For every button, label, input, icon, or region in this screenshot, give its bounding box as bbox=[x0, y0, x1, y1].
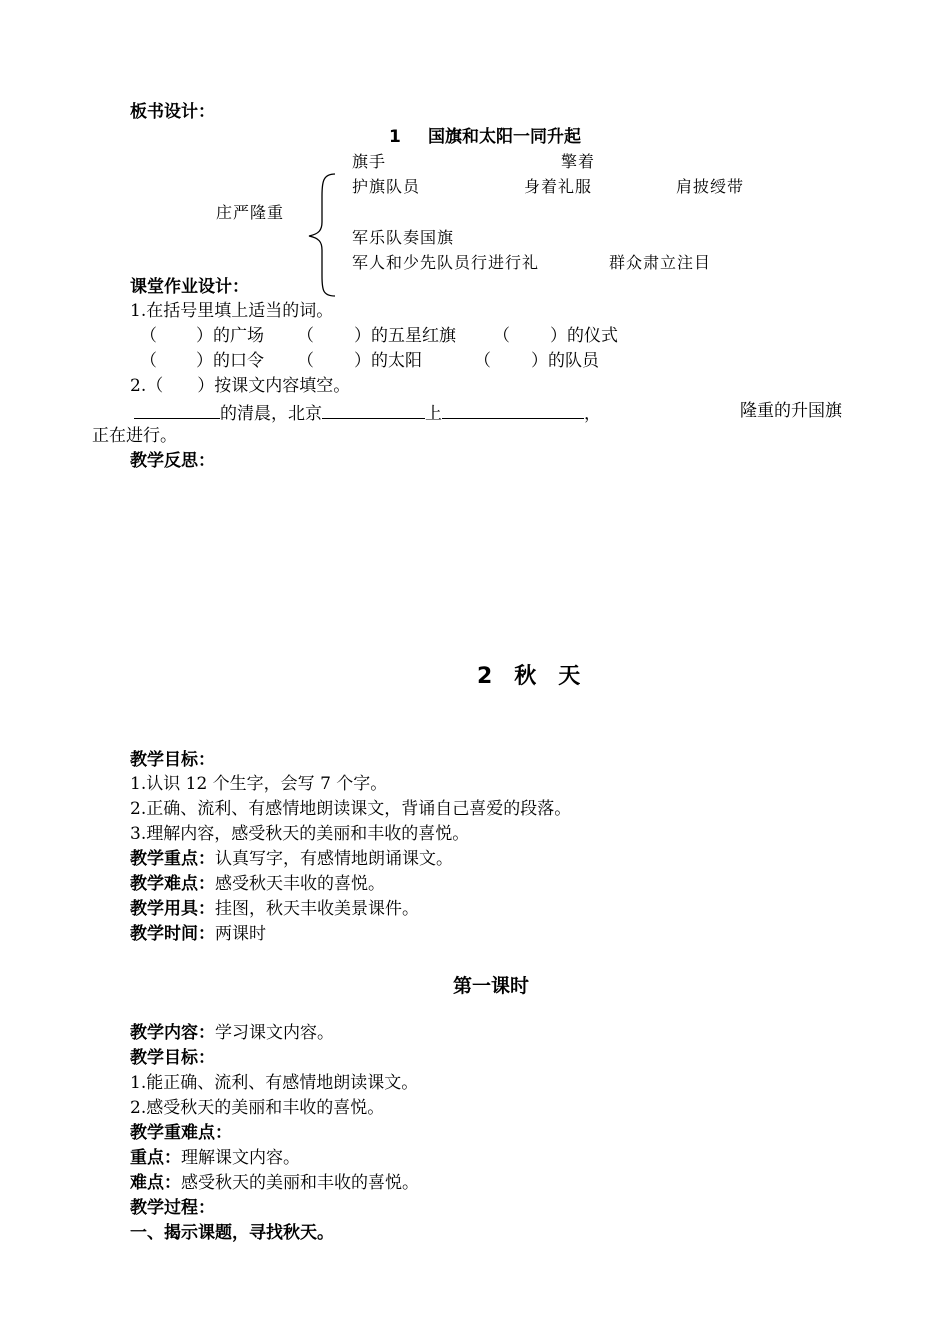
board-item: 护旗队员 bbox=[352, 177, 421, 196]
blank-line bbox=[322, 400, 425, 419]
hard-text: 感受秋天的美丽和丰收的喜悦。 bbox=[181, 1173, 419, 1193]
board-item: 身着礼服 bbox=[524, 177, 593, 196]
fill-text: 隆重的升国旗 bbox=[740, 401, 842, 421]
fill-item: ）的太阳 bbox=[354, 351, 422, 371]
fill-item: ）的仪式 bbox=[550, 326, 618, 346]
lesson-title: 国旗和太阳一同升起 bbox=[428, 127, 581, 147]
fill-continuation: 正在进行。 bbox=[92, 426, 177, 446]
period-goal-item: 2.感受秋天的美丽和丰收的喜悦。 bbox=[130, 1098, 385, 1118]
homework-heading: 课堂作业设计： bbox=[130, 277, 249, 297]
key-text: 理解课文内容。 bbox=[181, 1148, 300, 1168]
tools-text: 挂图，秋天丰收美景课件。 bbox=[215, 899, 419, 919]
time-label: 教学时间： bbox=[130, 924, 215, 944]
homework-q1: 1.在括号里填上适当的词。 bbox=[130, 301, 334, 321]
lesson2-title: 2 秋 天 bbox=[477, 664, 581, 689]
board-item: 军乐队奏国旗 bbox=[352, 228, 455, 247]
time-text: 两课时 bbox=[215, 924, 266, 944]
focus-label: 教学重点： bbox=[130, 849, 215, 869]
focus-line bbox=[130, 848, 453, 870]
content-label: 教学内容： bbox=[130, 1023, 215, 1043]
fill-item: ）的广场 bbox=[196, 326, 264, 346]
lesson-number: 1 bbox=[389, 127, 401, 147]
process-heading: 教学过程： bbox=[130, 1198, 215, 1218]
difficulty-label: 教学难点： bbox=[130, 874, 215, 894]
goal-item: 2.正确、流利、有感情地朗读课文，背诵自己喜爱的段落。 bbox=[130, 799, 572, 819]
period-goal-item: 1.能正确、流利、有感情地朗读课文。 bbox=[130, 1073, 419, 1093]
goal-item: 1.认识 12 个生字，会写 7 个字。 bbox=[130, 774, 388, 794]
difficulty-line bbox=[130, 873, 385, 895]
key-heading: 教学重难点： bbox=[130, 1123, 232, 1143]
board-item: 军人和少先队员行进行礼 bbox=[352, 253, 540, 272]
fill-item: ）的五星红旗 bbox=[354, 326, 456, 346]
board-item: 肩披绶带 bbox=[676, 177, 745, 196]
goals-heading: 教学目标： bbox=[130, 750, 215, 770]
tools-line bbox=[130, 898, 419, 920]
fill-item: ）的口令 bbox=[196, 351, 264, 371]
board-brace bbox=[303, 172, 339, 298]
fill-text: 上 bbox=[425, 404, 442, 424]
paren-open: （ bbox=[140, 351, 157, 371]
paren-open: （ bbox=[297, 351, 314, 371]
process-step: 一、揭示课题，寻找秋天。 bbox=[130, 1223, 334, 1243]
time-line bbox=[130, 923, 266, 945]
goal-item: 3.理解内容，感受秋天的美丽和丰收的喜悦。 bbox=[130, 824, 470, 844]
fill-text: 的清晨，北京 bbox=[220, 404, 322, 424]
fill-item: ）的队员 bbox=[531, 351, 599, 371]
fill-line bbox=[134, 400, 601, 425]
board-item: 擎着 bbox=[561, 152, 596, 171]
board-heading: 板书设计： bbox=[130, 102, 215, 122]
tools-label: 教学用具： bbox=[130, 899, 215, 919]
key-line bbox=[130, 1147, 300, 1169]
content-text: 学习课文内容。 bbox=[215, 1023, 334, 1043]
board-item: 旗手 bbox=[352, 152, 387, 171]
content-line bbox=[130, 1022, 334, 1044]
board-center-label: 庄严隆重 bbox=[216, 203, 285, 222]
board-item: 群众肃立注目 bbox=[609, 253, 712, 272]
period-goals-heading: 教学目标： bbox=[130, 1048, 215, 1068]
difficulty-text: 感受秋天丰收的喜悦。 bbox=[215, 874, 385, 894]
reflection-heading: 教学反思： bbox=[130, 451, 215, 471]
paren-open: （ bbox=[474, 351, 491, 371]
homework-q2: 2.（ ）按课文内容填空。 bbox=[130, 376, 351, 396]
fill-text: ， bbox=[584, 404, 601, 424]
blank-line bbox=[134, 400, 220, 419]
blank-line bbox=[442, 400, 584, 419]
paren-open: （ bbox=[493, 326, 510, 346]
period-title: 第一课时 bbox=[453, 975, 530, 997]
paren-open: （ bbox=[297, 326, 314, 346]
paren-open: （ bbox=[140, 326, 157, 346]
key-label: 重点： bbox=[130, 1148, 181, 1168]
hard-line bbox=[130, 1172, 419, 1194]
hard-label: 难点： bbox=[130, 1173, 181, 1193]
focus-text: 认真写字，有感情地朗诵课文。 bbox=[215, 849, 453, 869]
